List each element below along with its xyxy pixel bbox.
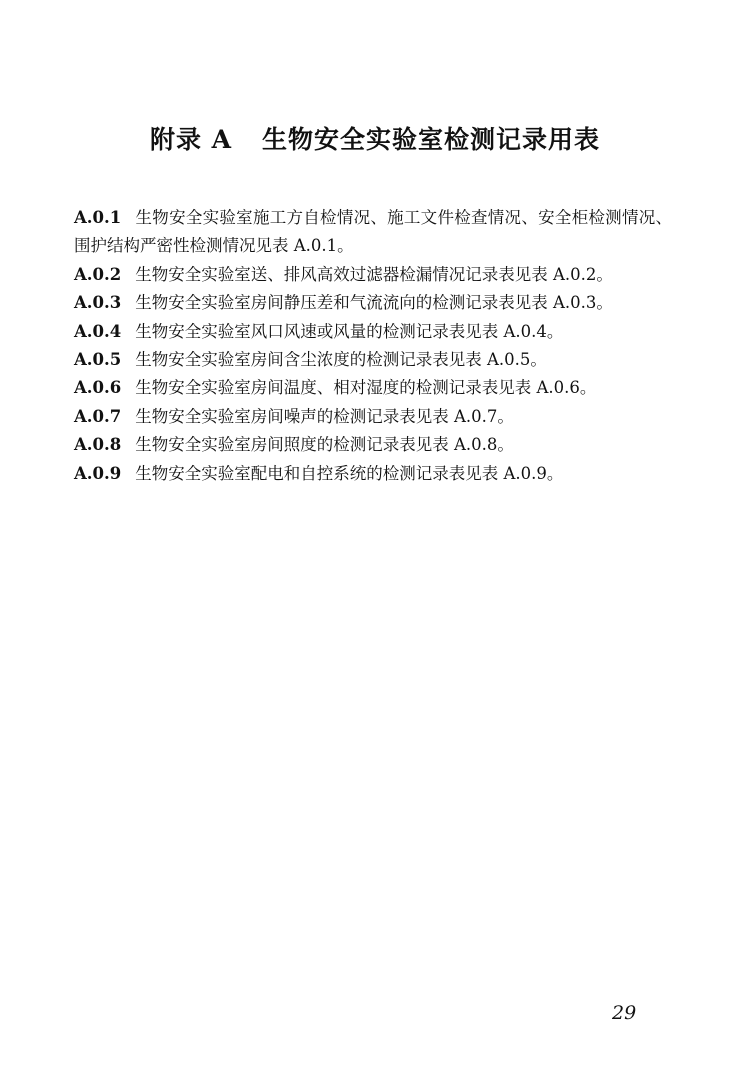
clause-text: 生物安全实验室房间静压差和气流流向的检测记录表见表 A.0.3。 xyxy=(135,293,613,313)
clause-a-0-6 xyxy=(74,374,672,402)
clause-text: 生物安全实验室房间照度的检测记录表见表 A.0.8。 xyxy=(135,435,514,455)
clause-number: A.0.1 xyxy=(74,208,122,227)
clause-text: 生物安全实验室房间温度、相对湿度的检测记录表见表 A.0.6。 xyxy=(135,378,597,398)
clause-number: A.0.2 xyxy=(74,264,122,284)
clause-text: 生物安全实验室施工方自检情况、施工文件检查情况、安全柜检测情况、围护结构严密性检测情况见表 A.0.1。 xyxy=(74,208,672,256)
clause-a-0-4 xyxy=(74,318,672,346)
appendix-title: 生物安全实验室检测记录用表 xyxy=(262,125,601,154)
clause-number: A.0.5 xyxy=(74,350,122,370)
clause-number: A.0.4 xyxy=(74,321,122,341)
clause-a-0-3 xyxy=(74,289,672,317)
clause-text: 生物安全实验室配电和自控系统的检测记录表见表 A.0.9。 xyxy=(135,463,564,483)
clause-text: 生物安全实验室房间含尘浓度的检测记录表见表 A.0.5。 xyxy=(135,350,547,370)
appendix-label: 附录 A xyxy=(149,125,233,154)
clause-text: 生物安全实验室风口风速或风量的检测记录表见表 A.0.4。 xyxy=(135,321,564,341)
clause-number: A.0.3 xyxy=(74,293,122,313)
clause-a-0-5 xyxy=(74,346,672,374)
clause-text: 生物安全实验室房间噪声的检测记录表见表 A.0.7。 xyxy=(135,406,514,426)
page-number: 29 xyxy=(612,1002,637,1024)
clause-text: 生物安全实验室送、排风高效过滤器检漏情况记录表见表 A.0.2。 xyxy=(135,264,613,284)
clause-a-0-1 xyxy=(74,204,672,261)
clause-list xyxy=(74,204,672,488)
clause-number: A.0.6 xyxy=(74,378,122,398)
clause-a-0-8 xyxy=(74,431,672,459)
clause-number: A.0.9 xyxy=(74,463,122,483)
clause-number: A.0.7 xyxy=(74,406,122,426)
clause-a-0-9 xyxy=(74,460,672,488)
appendix-heading xyxy=(0,120,750,156)
clause-a-0-7 xyxy=(74,403,672,431)
clause-number: A.0.8 xyxy=(74,435,122,455)
clause-a-0-2 xyxy=(74,261,672,289)
